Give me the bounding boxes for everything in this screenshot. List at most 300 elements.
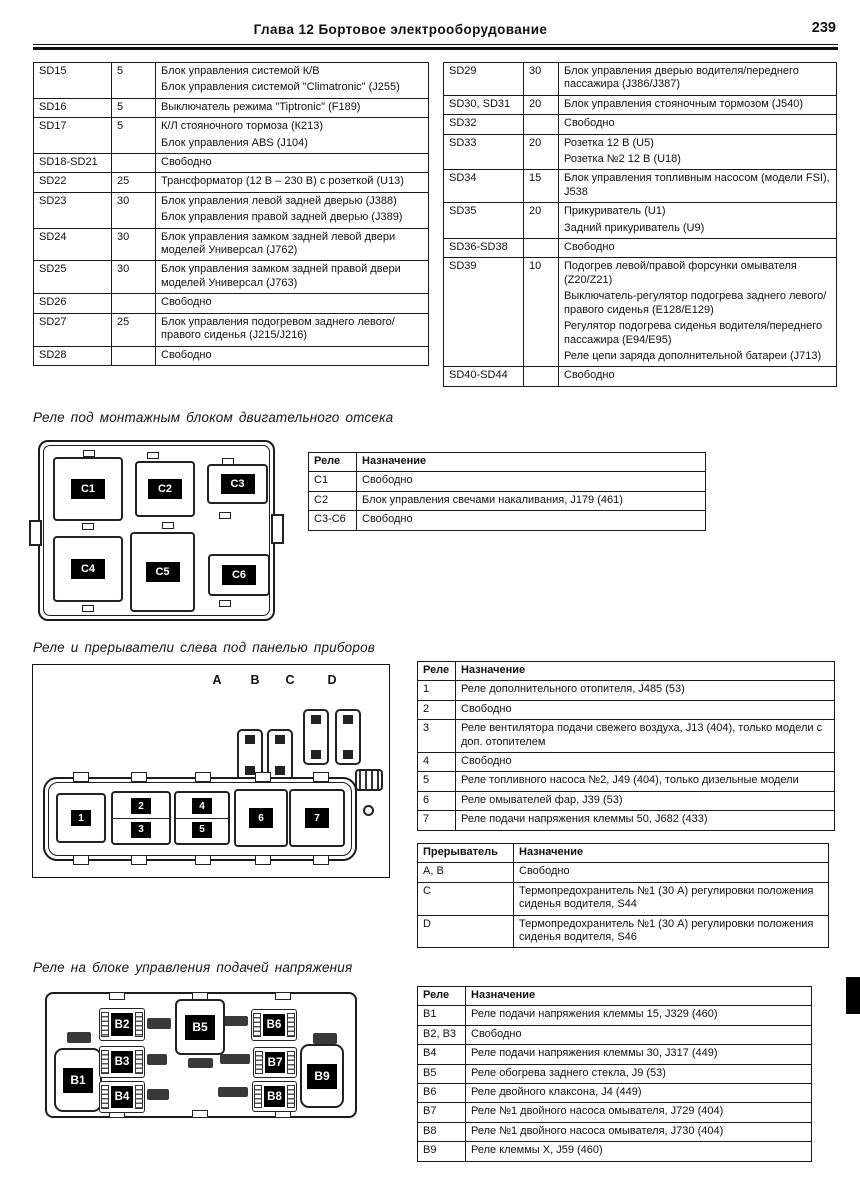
table-cell: Блок управления свечами накаливания, J179 (461) [357,491,706,510]
table-cell: SD25 [34,261,112,294]
cell-line: Блок управления подогревом заднего левого/правого сиденья (J215/J216) [161,315,395,342]
table-cell: Реле топливного насоса №2, J49 (404), только дизельные модели [456,772,835,791]
relay-pins [135,1050,143,1074]
table-row [444,170,837,203]
relay-label-c3: C3 [221,474,255,494]
table-row [309,511,706,530]
relay-pins [287,1085,295,1108]
cell-line: Свободно [564,241,615,254]
table-row [444,95,837,114]
table-cell: Свободно [456,700,835,719]
cell-line: Блок управления правой задней дверью (J389) [161,211,403,224]
relay-label-c4: C4 [71,559,105,579]
table-row [34,346,429,365]
relay-label-b3: B3 [111,1051,133,1073]
clip [82,605,94,612]
table-cell: Термопредохранитель №1 (30 А) регулировки положения сиденья водителя, S46 [514,915,829,948]
table-row [418,1006,812,1025]
table-row [418,681,835,700]
cell-line: Прикуриватель (U1) [564,205,666,218]
code-tag [147,1089,169,1100]
relay-label-5: 5 [192,822,212,838]
table-row [418,772,835,791]
table-cell [156,154,429,173]
cell-line: Блок управления замком задней левой двери моделей Универсал (J762) [161,230,396,257]
table-cell: Свободно [466,1025,812,1044]
table-row [34,154,429,173]
table-row [444,367,837,386]
connector-hatched [355,769,383,791]
relay-b6 [251,1009,297,1041]
cell-line: К/Л стояночного тормоза (К213) [161,120,324,133]
relay-pins [101,1050,109,1074]
relay-b2 [99,1008,145,1041]
data-table [308,452,706,531]
clip [131,772,147,782]
dash-relay-table [417,661,835,831]
circuit-breaker [335,709,361,765]
table-row [309,491,706,510]
relay-label-c6: C6 [222,565,256,585]
table-cell: SD36-SD38 [444,239,524,258]
data-table [417,843,829,948]
dash-breaker-table [417,843,829,948]
code-tag [218,1087,248,1097]
clip [219,512,231,519]
relay-b8 [252,1081,297,1112]
table-row [444,134,837,170]
table-row [418,1025,812,1044]
screw-hole [363,805,374,816]
table-cell [559,367,837,386]
table-cell: B5 [418,1064,466,1083]
relay-label-b5: B5 [185,1015,215,1040]
table-cell: 30 [112,228,156,261]
relay-c5 [130,532,195,612]
table-cell: 25 [112,313,156,346]
table-cell: Реле двойного клаксона, J4 (449) [466,1084,812,1103]
relay-1 [56,793,106,843]
relay-pins [101,1012,109,1037]
cell-line: Розетка №2 12 В (U18) [564,153,681,166]
relay-pins [254,1085,262,1108]
table-cell [156,98,429,117]
table-cell: 5 [112,118,156,154]
table-row [418,882,829,915]
column-header: Прерыватель [418,844,514,863]
clip [255,855,271,865]
relay-label-b7: B7 [265,1052,285,1073]
table-row [34,228,429,261]
table-cell: Реле омывателей фар, J39 (53) [456,791,835,810]
table-row [418,915,829,948]
data-table [33,62,429,366]
relay-b1 [54,1048,102,1112]
table-cell: 30 [112,261,156,294]
dash-relay-panel-diagram [32,664,390,878]
table-row [34,63,429,99]
table-cell: 3 [418,720,456,753]
table-cell: D [418,915,514,948]
relay-label-b9: B9 [307,1064,337,1089]
relay-label-c2: C2 [148,479,182,499]
cell-line: Выключатель-регулятор подогрева заднего левого/правого сиденья (E128/E129) [564,290,827,316]
relay-c2 [135,461,195,517]
relay-label-7: 7 [305,808,329,828]
table-cell: SD35 [444,203,524,239]
table-cell [156,313,429,346]
table-header-row [418,987,812,1006]
table-row [34,98,429,117]
table-cell: SD16 [34,98,112,117]
table-cell [156,346,429,365]
relay-pins [101,1085,109,1109]
table-cell [156,63,429,99]
clip [73,855,89,865]
cell-line: Блок управления левой задней дверью (J388) [161,194,397,207]
table-cell: SD24 [34,228,112,261]
table-cell: SD33 [444,134,524,170]
cell-line: Блок управления системой "Climatronic" (J255) [161,81,400,94]
clip [83,450,95,457]
section-heading-dash-relays: Реле и прерыватели слева под панелью приборов [33,640,376,655]
relay-b4 [99,1081,145,1113]
table-row [418,1122,812,1141]
table-cell: SD18-SD21 [34,154,112,173]
table-cell [559,63,837,96]
page-header [33,20,838,42]
table-row [418,720,835,753]
table-cell: 20 [524,95,559,114]
table-cell: Свободно [514,863,829,882]
clip [275,992,291,1000]
clip [162,522,174,529]
table-cell: B4 [418,1045,466,1064]
table-cell: 1 [418,681,456,700]
column-header: Реле [418,662,456,681]
clip [82,523,94,530]
table-cell: Реле клеммы X, J59 (460) [466,1142,812,1161]
relay-b9 [300,1044,344,1108]
power-supply-relay-block-diagram [45,992,357,1118]
table-cell: SD17 [34,118,112,154]
cell-line: Свободно [161,348,212,361]
relay-c6 [208,554,270,596]
table-cell: SD40-SD44 [444,367,524,386]
relay-c4 [53,536,123,602]
table-cell: 25 [112,173,156,192]
table-cell: B9 [418,1142,466,1161]
data-table [417,986,812,1162]
relay-6 [234,789,288,847]
code-tag [147,1018,171,1029]
table-row [309,472,706,491]
mount-tab [29,520,42,546]
column-header: Назначение [357,453,706,472]
table-row [444,115,837,134]
table-cell: C3-C6 [309,511,357,530]
table-row [418,700,835,719]
table-cell [559,95,837,114]
table-cell [156,228,429,261]
table-row [418,1103,812,1122]
column-header: Назначение [466,987,812,1006]
relay-7 [289,789,345,847]
clip [147,452,159,459]
cell-line: Трансформатор (12 В – 230 В) с розеткой (U13) [161,175,404,188]
table-row [418,1084,812,1103]
cell-line: Задний прикуриватель (U9) [564,221,705,234]
cell-line: Регулятор подогрева сиденья водителя/переднего пассажира (E94/E95) [564,320,823,346]
section-heading-engine-relays: Реле под монтажным блоком двигательного отсека [33,410,394,425]
page-number: 239 [811,20,836,36]
relay-2-3 [111,791,171,845]
table-cell: 30 [112,192,156,228]
column-header: Назначение [514,844,829,863]
table-row [418,1064,812,1083]
data-table [417,661,835,831]
fuse-table-left [33,62,429,366]
chapter-title: Глава 12 Бортовое электрооборудование [253,22,548,37]
header-rule-thin [33,44,838,45]
cell-line: Блок управления дверью водителя/переднего пассажира (J386/J387) [564,65,799,91]
mount-tab [271,514,284,544]
table-cell: 30 [524,63,559,96]
table-row [418,811,835,830]
relay-pins [287,1051,295,1074]
table-cell: Реле №1 двойного насоса омывателя, J729 (404) [466,1103,812,1122]
cell-line: Свободно [564,369,615,382]
relay-pins [287,1013,295,1037]
cell-line: Реле цепи заряда дополнительной батареи (J713) [564,349,822,362]
code-tag [313,1033,337,1044]
table-cell [112,154,156,173]
table-cell: Реле подачи напряжения клеммы 30, J317 (449) [466,1045,812,1064]
table-cell [524,115,559,134]
table-row [34,313,429,346]
cell-line: Блок управления замком задней правой двери моделей Универсал (J763) [161,263,401,289]
table-header-row [309,453,706,472]
column-header: Реле [309,453,357,472]
table-cell: Реле дополнительного отопителя, J485 (53) [456,681,835,700]
breaker-letter-a: A [212,673,222,687]
header-rule-thick [33,47,838,50]
table-cell [524,367,559,386]
clip [313,772,329,782]
chapter-thumb-tab [846,977,860,1014]
table-cell: 6 [418,791,456,810]
relay-label-c1: C1 [71,479,105,499]
relay-pins [253,1013,261,1037]
clip [219,600,231,607]
code-tag [67,1032,91,1043]
table-row [418,753,835,772]
table-cell: B1 [418,1006,466,1025]
table-row [418,1142,812,1161]
table-cell: Реле №1 двойного насоса омывателя, J730 (404) [466,1122,812,1141]
relay-label-b4: B4 [111,1086,133,1108]
relay-4-5 [174,791,230,845]
table-cell: 5 [418,772,456,791]
cell-line: Свободно [161,156,212,169]
relay-pins [135,1085,143,1109]
code-tag [188,1058,213,1068]
table-row [34,192,429,228]
data-table [443,62,837,387]
column-header: Назначение [456,662,835,681]
relay-label-b8: B8 [264,1086,285,1107]
table-header-row [418,662,835,681]
clip [313,855,329,865]
engine-relay-box-diagram [38,440,275,621]
table-cell [112,294,156,313]
table-cell: 5 [112,63,156,99]
relay-c3 [207,464,268,504]
table-row [34,261,429,294]
clip [192,1110,208,1118]
table-cell: A, B [418,863,514,882]
cell-line: Свободно [161,296,212,309]
relay-label-6: 6 [249,808,273,828]
table-cell: B7 [418,1103,466,1122]
cell-line: Блок управления ABS (J104) [161,136,308,149]
table-cell: SD30, SD31 [444,95,524,114]
table-cell: 20 [524,203,559,239]
table-cell [559,203,837,239]
table-row [34,118,429,154]
code-tag [220,1054,250,1064]
relay-label-1: 1 [71,810,91,826]
code-tag [147,1054,167,1065]
table-cell: B6 [418,1084,466,1103]
relay-label-c5: C5 [146,562,180,582]
breaker-letter-d: D [327,673,337,687]
clip [255,772,271,782]
table-row [34,294,429,313]
table-cell: Свободно [357,511,706,530]
table-cell: SD28 [34,346,112,365]
table-cell: 20 [524,134,559,170]
table-cell: 2 [418,700,456,719]
table-cell [156,118,429,154]
clip [195,855,211,865]
table-cell: Свободно [456,753,835,772]
table-cell [112,346,156,365]
table-cell: C1 [309,472,357,491]
cell-line: Блок управления стояночным тормозом (J540) [564,97,803,110]
cell-line: Блок управления системой К/В [161,65,320,77]
relay-b3 [99,1046,145,1078]
table-cell: 7 [418,811,456,830]
table-cell [156,173,429,192]
relay-b7 [253,1047,297,1078]
table-cell: Реле подачи напряжения клеммы 50, J682 (433) [456,811,835,830]
cell-line: Розетка 12 В (U5) [564,136,654,149]
section-heading-power-supply-relays: Реле на блоке управления подачей напряжения [33,960,353,975]
table-cell: C2 [309,491,357,510]
clip [109,992,125,1000]
table-header-row [418,844,829,863]
table-cell: Реле обогрева заднего стекла, J9 (53) [466,1064,812,1083]
relay-label-b2: B2 [111,1013,133,1036]
table-row [444,63,837,96]
cell-line: Подогрев левой/правой форсунки омывателя (Z20/Z21) [564,260,797,286]
engine-relay-table [308,452,706,531]
breaker-letter-c: C [285,673,295,687]
table-row [418,791,835,810]
table-cell: 4 [418,753,456,772]
relay-pins [255,1051,263,1074]
table-row [444,239,837,258]
table-cell: SD26 [34,294,112,313]
relay-label-4: 4 [192,798,212,814]
table-cell: B2, B3 [418,1025,466,1044]
table-cell: SD29 [444,63,524,96]
table-cell: SD27 [34,313,112,346]
table-row [444,203,837,239]
table-cell [559,115,837,134]
clip [195,772,211,782]
breaker-letter-b: B [250,673,260,687]
table-cell: SD39 [444,258,524,367]
table-row [444,258,837,367]
table-cell [559,134,837,170]
table-cell: B8 [418,1122,466,1141]
table-cell: Реле вентилятора подачи свежего воздуха, J13 (404), только модели с доп. отопителем [456,720,835,753]
code-tag [223,1016,248,1026]
table-cell: SD22 [34,173,112,192]
relay-label-b1: B1 [63,1068,93,1093]
column-header: Реле [418,987,466,1006]
table-cell [559,258,837,367]
table-cell: C [418,882,514,915]
table-cell: 5 [112,98,156,117]
table-row [418,863,829,882]
table-cell [524,239,559,258]
table-cell [156,261,429,294]
table-cell: Реле подачи напряжения клеммы 15, J329 (460) [466,1006,812,1025]
table-cell [559,170,837,203]
relay-label-3: 3 [131,822,151,838]
relay-pins [135,1012,143,1037]
table-cell: SD15 [34,63,112,99]
table-row [34,173,429,192]
table-cell [156,192,429,228]
table-cell: Свободно [357,472,706,491]
cell-line: Блок управления топливным насосом (модели FSI), J538 [564,172,830,198]
circuit-breaker [303,709,329,765]
table-cell: 10 [524,258,559,367]
relay-c1 [53,457,123,521]
table-cell [559,239,837,258]
table-cell: Термопредохранитель №1 (30 А) регулировки положения сиденья водителя, S44 [514,882,829,915]
table-row [418,1045,812,1064]
clip [131,855,147,865]
relay-label-b6: B6 [263,1014,285,1036]
table-cell: SD32 [444,115,524,134]
clip [73,772,89,782]
table-cell: 15 [524,170,559,203]
cell-line: Выключатель режима "Tiptronic" (F189) [161,100,361,113]
table-cell [156,294,429,313]
table-cell: SD23 [34,192,112,228]
relay-label-2: 2 [131,798,151,814]
relay-b5 [175,999,225,1055]
cell-line: Свободно [564,117,615,130]
table-cell: SD34 [444,170,524,203]
fuse-table-right [443,62,837,387]
power-supply-relay-table [417,986,812,1162]
